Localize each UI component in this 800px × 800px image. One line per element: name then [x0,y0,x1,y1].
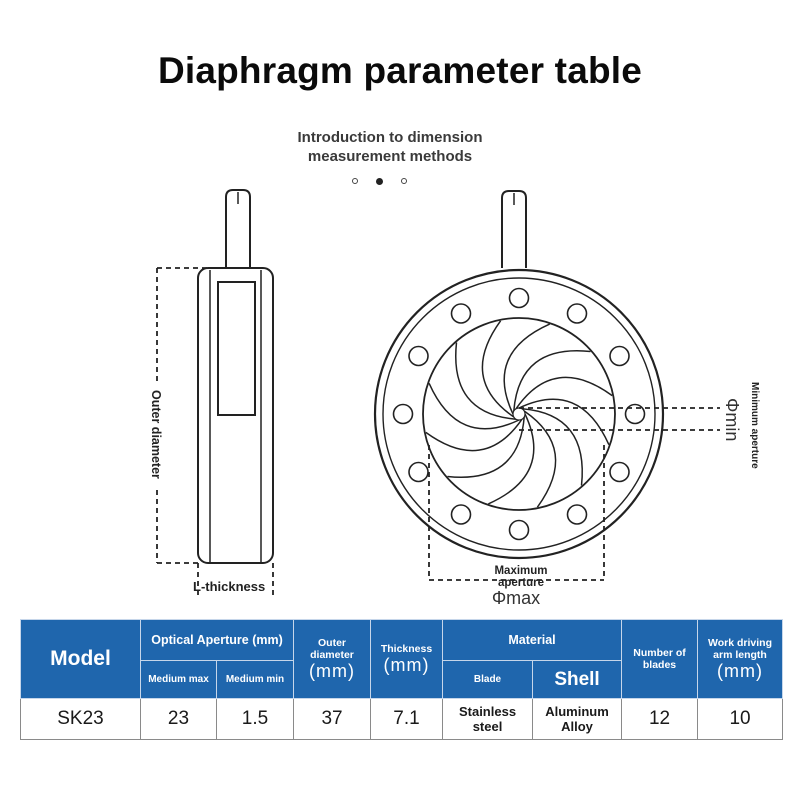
mounting-hole [568,505,587,524]
mounting-hole [409,463,428,482]
mounting-hole [610,347,629,366]
mounting-hole [452,505,471,524]
header-blade: Blade [443,661,533,699]
header-thickness-text: Thickness [380,643,433,655]
cell-model: SK23 [21,699,141,740]
header-arm-line-2: arm length [713,649,767,661]
cell-medium-max: 23 [141,699,217,740]
subtitle-line-1: Introduction to dimension [297,129,483,146]
header-shell: Shell [533,661,622,699]
front-drive-arm [502,191,526,268]
mounting-hole [452,304,471,323]
header-outer-diameter [294,620,371,699]
mounting-hole [568,304,587,323]
cell-blade-line-1: Stainless [458,704,517,719]
cell-outer-diameter: 37 [294,699,371,740]
side-arm-track [218,282,255,415]
header-arm-length [698,620,783,699]
outer-diameter-label: Outer diameter [149,390,163,479]
header-medium-max: Medium max [141,661,217,699]
mounting-hole [409,347,428,366]
mounting-hole [510,521,529,540]
table-row [21,699,783,740]
header-outer-diameter-line-1: Outer [318,637,347,649]
header-arm-unit: (mm) [717,661,763,681]
header-material: Material [443,620,622,661]
minimum-aperture-label: Minimum aperture [749,382,760,469]
subtitle-line-2: measurement methods [307,148,473,165]
header-thickness [371,620,443,699]
phi-max-label: Φmax [491,588,541,608]
header-optical-aperture: Optical Aperture (mm) [141,620,294,661]
page-title: Diaphragm parameter table [157,50,643,91]
cell-shell-material [533,699,622,740]
header-blades-line-1: Number of [633,647,686,659]
header-arm-line-1: Work driving [708,637,772,649]
front-view-drawing [375,191,663,558]
cell-number-of-blades: 12 [622,699,698,740]
maximum-aperture-label-line-1: Maximum [494,565,548,577]
cell-arm-length: 10 [698,699,783,740]
header-outer-diameter-line-2: diameter [310,649,354,661]
header-number-of-blades [622,620,698,699]
side-view-drawing [198,190,273,563]
header-model: Model [21,620,141,699]
mounting-hole [510,289,529,308]
cell-thickness: 7.1 [371,699,443,740]
maximum-aperture-label-line-2: aperture [497,577,545,589]
cell-shell-line-1: Aluminum [545,704,609,719]
cell-blade-material [443,699,533,740]
mounting-hole [610,463,629,482]
front-min-aperture-center [513,408,525,420]
header-outer-diameter-unit: (mm) [309,661,355,681]
mounting-hole [394,405,413,424]
cell-medium-min: 1.5 [217,699,294,740]
cell-blade-line-2: steel [472,719,503,734]
phi-min-label: Φmin [722,398,742,442]
header-medium-min: Medium min [217,661,294,699]
header-blades-line-2: blades [642,659,677,671]
cell-shell-line-2: Alloy [561,719,593,734]
header-thickness-unit: (mm) [383,655,430,675]
thickness-label: L-thickness [193,579,266,594]
parameter-table [20,619,783,740]
